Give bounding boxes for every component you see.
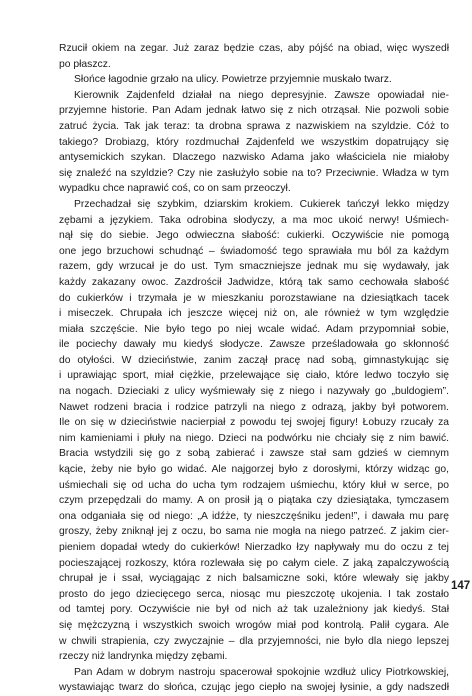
text-line: Pan Adam w dobrym nastroju spacerował spokojnie wzdłuż ulicy Piotrkowskiej, — [74, 666, 449, 678]
text-line: się znaleźć na szyldzie? Czy nie zasłużyło sobie na to? Przeciwnie. Władza w tym — [59, 167, 449, 179]
text-line: pieniem dopadał wtedy do cukierków! Nierzadko łzy napływały mu do oczu z tej — [59, 542, 449, 553]
text-line: do otyłości. W dzieciństwie, zanim zaczął pracę nad sobą, gimnastykując się — [59, 354, 449, 366]
text-line: uśmiechali się od ucha do ucha tym rodzajem uśmiechu, który kłuł w serce, po — [59, 479, 449, 491]
text-line: antysemickich szykan. Dlaczego nazwisko Adama jako właściciela nie miałoby — [59, 152, 449, 164]
text-line: Rzucił okiem na zegar. Już zaraz będzie czas, aby pójść na obiad, więc wyszedł — [59, 43, 449, 54]
text-line: każdy zakazany owoc. Zazdrościł Jadwidze, którą tak samo cechowała słabość — [59, 276, 449, 288]
text-line: pocieszającej rozkoszy, która rozlewała się po całym ciele. Z jaką zapalczywością — [59, 557, 449, 569]
text-line: Słońce łagodnie grzało na ulicy. Powietrze przyjemnie muskało twarz. — [74, 74, 392, 86]
text-line: one jego brzuchowi schudnąć – świadomość tego sprawiała mu ból za każdym — [59, 245, 449, 257]
body-text — [59, 41, 449, 696]
text-line: Kierownik Zajdenfeld działał na niego depresyjnie. Zawsze opowiadał nie- — [74, 89, 449, 101]
text-line: czym przepędzali do mamy. A on prosił ją o piątaka czy dziesiątaka, tymczasem — [59, 495, 449, 507]
text-line: od tamtej pory. Oczywiście nie był od nich aż tak uzależniony jak kiedyś. Stał — [59, 604, 449, 616]
text-line: zatruć życia. Tak jak teraz: ta drobna sprawa z nazwiskiem na szyldzie. Cóż to — [59, 120, 449, 132]
text-line: razem, gdy wrzucał je do ust. Tym smaczniejsze jednak mu się wydawały, jak — [59, 261, 449, 273]
text-line: Ile on się w dzieciństwie nacierpiał z powodu tej swojej figury! Łobuzy rzucały za — [59, 417, 449, 429]
text-line: się mężczyzną i wszystkich swoich wrogów miał pod kontrolą. Palił cygara. Ale — [59, 619, 449, 631]
text-line: ile pociechy dawały mu kiedyś słodycze. Zawsze prześladowała go skłonność — [59, 339, 449, 351]
text-line: Przechadzał się szybkim, dziarskim krokiem. Cukierek tańczył lekko między — [74, 198, 449, 210]
page-number: 147 — [451, 580, 471, 592]
text-line: na nogach. Dzieciaki z ulicy wyśmiewały się z niego i nazywały go „buldogiem”. — [59, 386, 449, 398]
text-line: przyjemne historie. Pan Adam jednak łatwo się z nich otrząsał. Nie pozwoli sobie — [59, 105, 449, 117]
text-line: po płaszcz. — [59, 58, 111, 70]
text-line: wypadku chce naprawić coś, co on sam przeoczył. — [59, 183, 291, 195]
text-line: prosto do jego dziecięcego serca, niosąc mu pieszczotę ukojenia. I tak zostało — [59, 588, 449, 600]
text-line: Bracia wstydzili się go z sobą zabierać i zawsze stał sam gdzieś w ciemnym — [59, 448, 449, 460]
text-line: wystawiając twarz do słońca, czując jego ciepło na swojej łysinie, a gdy nadszedł — [59, 682, 449, 694]
text-line: rzeczy niż landrynka między zębami. — [59, 651, 228, 663]
text-line: i miseczek. Chrupała ich jeszcze więcej niż on, ale również w tym względzie — [59, 308, 449, 320]
text-line: nął się do siebie. Jego odwieczna słabość: cukierki. Oczywiście nie pomogą — [59, 230, 449, 242]
text-line: nim kamieniami i płuły na niego. Dzieci na podwórku nie chciały się z nim bawić. — [59, 432, 449, 444]
text-line: Nawet rodzeni bracia i rodzice patrzyli na niego z odrazą, jakby był potworem. — [59, 401, 449, 413]
text-line: ona odganiała się od niego: „A idźże, ty nieszczęśniku jeden!”, i dawała mu parę — [59, 510, 449, 522]
text-line: zębami a językiem. Taka odrobina słodyczy, a ma moc ukoić nerwy! Uśmiech- — [59, 214, 449, 226]
text-line: w chwili strapienia, czy zwyczajnie – dla przyjemności, nie było dla niego lepszej — [59, 635, 449, 647]
text-line: miała szczęście. Nie było tego po niej wcale widać. Adam przypomniał sobie, — [59, 323, 449, 335]
text-line: kącie, żeby nie było go widać. Ale najgorzej było z dorosłymi, którzy widząc go, — [59, 464, 449, 476]
text-line: takiego? Drobiazg, który rozdmuchał Zajdenfeld we wszystkim dopatrujący się — [59, 136, 449, 148]
text-line: groszy, żeby zniknął jej z oczu, bo sama nie mogła na niego patrzeć. Z jakim cier- — [59, 526, 449, 538]
text-line: chrupał je i ssał, wyciągając z nich balsamiczne soki, które wlewały się jakby — [59, 573, 449, 585]
text-line: do cukierków i trzymała je w mieszkaniu porozstawiane na dziesiątkach tacek — [59, 292, 449, 304]
text-line: i uprawiając sport, miał ciężkie, przelewające się ciało, które ledwo toczyło się — [59, 370, 449, 382]
